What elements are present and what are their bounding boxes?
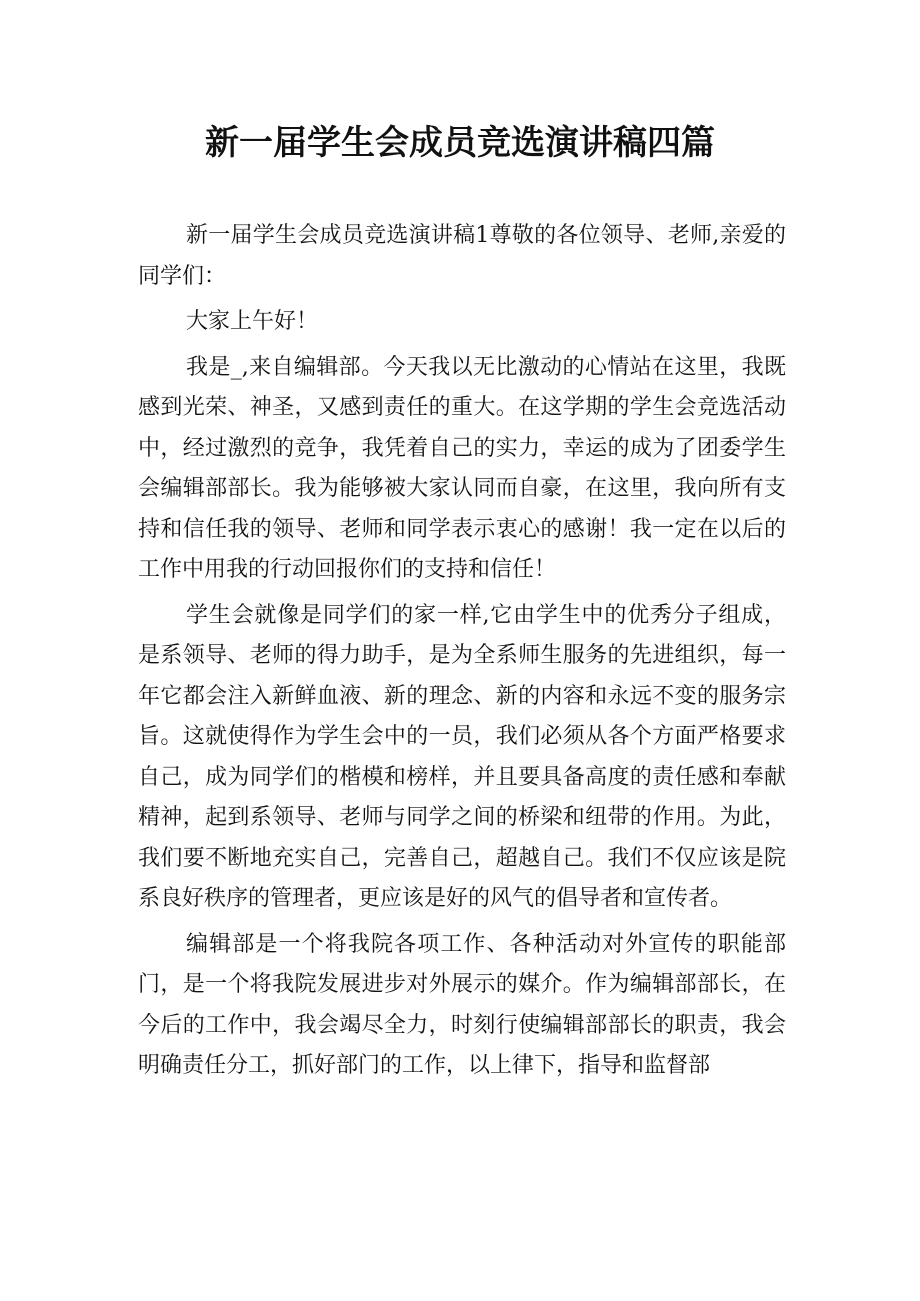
paragraph-editorial-department: 编辑部是一个将我院各项工作、各种活动对外宣传的职能部门，是一个将我院发展进步对外展示的媒介。作为编辑部部长，在今后的工作中，我会竭尽全力，时刻行使编辑部部长的职责，我会明确责任分工，抓好部门的工作，以上律下，指导和监督部 xyxy=(138,931,786,1078)
paragraph-greeting: 新一届学生会成员竞选演讲稿1尊敬的各位领导、老师,亲爱的同学们： xyxy=(138,223,786,289)
document-body xyxy=(138,216,786,1092)
paragraph-salutation: 大家上午好！ xyxy=(186,309,319,334)
paragraph-student-union: 学生会就像是同学们的家一样,它由学生中的优秀分子组成，是系领导、老师的得力助手，是为全系师生服务的先进组织，每一年它都会注入新鲜血液、新的理念、新的内容和永远不变的服务宗旨。这就使得作为学生会中的一员，我们必须从各个方面严格要求自己，成为同学们的楷模和榜样，并且要具备高度的责任感和奉献精神，起到系领导、老师与同学之间的桥梁和纽带的作用。为此，我们要不断地充实自己，完善自己，超越自己。我们不仅应该是院系良好秩序的管理者，更应该是好的风气的倡导者和宣传者。 xyxy=(138,602,786,911)
document-title: 新一届学生会成员竞选演讲稿四篇 xyxy=(205,123,715,163)
paragraph-introduction: 我是_,来自编辑部。今天我以无比激动的心情站在这里，我既感到光荣、神圣，又感到责任的重大。在这学期的学生会竞选活动中，经过激烈的竞争，我凭着自己的实力，幸运的成为了团委学生会编辑部部长。我为能够被大家认同而自豪，在这里，我向所有支持和信任我的领导、老师和同学表示衷心的感谢！我一定在以后的工作中用我的行动回报你们的支持和信任！ xyxy=(138,354,786,582)
